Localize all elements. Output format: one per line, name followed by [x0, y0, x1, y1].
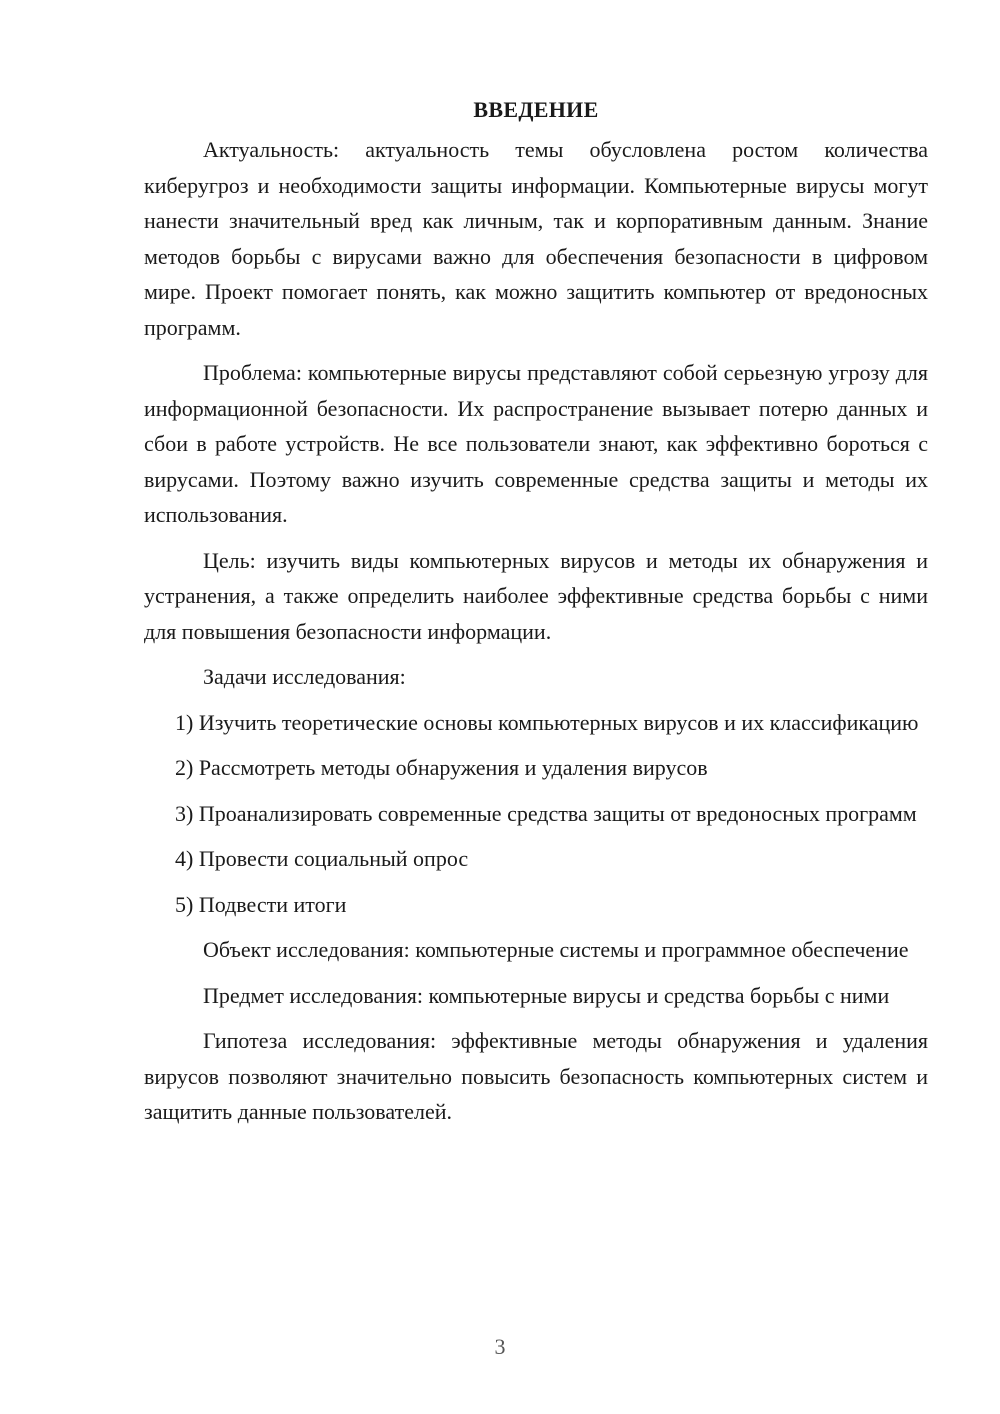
task-item-2: 2) Рассмотреть методы обнаружения и удаления вирусов	[175, 755, 708, 780]
object-paragraph: Объект исследования: компьютерные системы и программное обеспечение	[203, 937, 909, 962]
task-item-3: 3) Проанализировать современные средства защиты от вредоносных программ	[175, 800, 917, 826]
problem-paragraph: Проблема: компьютерные вирусы представляют собой серьезную угрозу для информационной безопасности. Их распространение вызывает потерю данных и сбои в работе устройств. Не все пользователи знают, как эффективно бороться с вирусами. Поэтому важно изучить современные средства защиты и методы их использования.	[144, 360, 928, 527]
page-number: 3	[494, 1334, 506, 1359]
subject-paragraph: Предмет исследования: компьютерные вирусы и средства борьбы с ними	[203, 982, 890, 1008]
hypothesis-paragraph: Гипотеза исследования: эффективные методы обнаружения и удаления вирусов позволяют значительно повысить безопасность компьютерных систем и защитить данные пользователей.	[144, 1028, 928, 1124]
document-page	[144, 92, 928, 1140]
section-title: ВВЕДЕНИЕ	[473, 97, 599, 122]
relevance-paragraph: Актуальность: актуальность темы обусловлена ростом количества киберугроз и необходимости защиты информации. Компьютерные вирусы могут нанести значительный вред как личным, так и корпоративным данным. Знание методов борьбы с вирусами важно для обеспечения безопасности в цифровом мире. Проект помогает понять, как можно защитить компьютер от вредоносных программ.	[144, 137, 928, 340]
task-item-5: 5) Подвести итоги	[175, 891, 347, 917]
task-item-4: 4) Провести социальный опрос	[175, 846, 469, 871]
tasks-heading: Задачи исследования:	[203, 664, 406, 689]
task-item-1: 1) Изучить теоретические основы компьютерных вирусов и их классификацию	[175, 709, 919, 735]
goal-paragraph: Цель: изучить виды компьютерных вирусов и методы их обнаружения и устранения, а также определить наиболее эффективные средства борьбы с ними для повышения безопасности информации.	[144, 547, 928, 644]
